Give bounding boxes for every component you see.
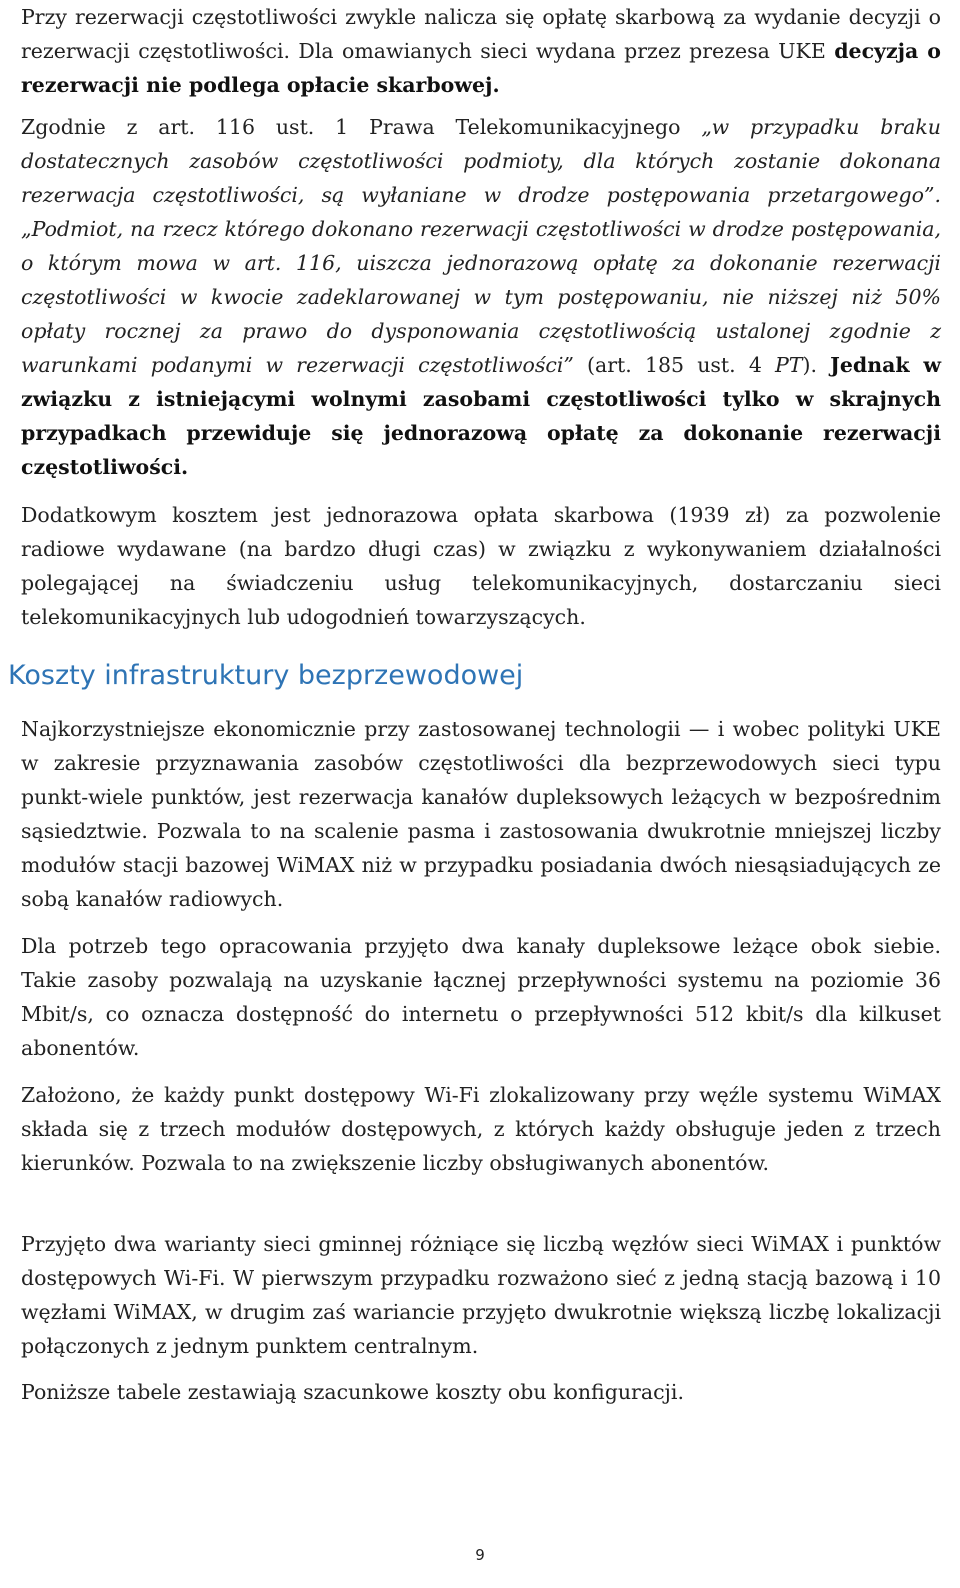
paragraph-telecom-law-pt: PT [775,353,803,377]
section-heading: Koszty infrastruktury bezprzewodowej [8,660,524,691]
paragraph-telecom-law-quote: „w przypadku braku dostatecznych zasobów częstotliwości podmioty, dla których zostanie dokonana rezerwacja częstotliwości, są wyłaniane w drodze postępowania przetargowego”. „Podmiot, na rzecz którego dokonano rezerwacji częstotliwości w drodze postępowania, o którym mowa w art. 116, uiszcza jednorazową opłatę za dokonanie rezerwacji częstotliwości w kwocie zadeklarowanej w tym postępowaniu, nie niższej niż 50% opłaty rocznej za prawo do dysponowania częstotliwością ustalonej zgodnie z warunkami podanymi w rezerwacji częstotliwości” [21,115,941,377]
paragraph-duplex-channels: Dla potrzeb tego opracowania przyjęto dwa kanały dupleksowe leżące obok siebie. Takie zasoby pozwalają na uzyskanie łącznej przepływności systemu na poziomie 36 Mbit/s, co oznacza dostępność do internetu o przepływności 512 kbit/s dla kilkuset abonentów. [21,934,941,1060]
paragraph-telecom-law-ref: (art. 185 ust. 4 [573,353,775,377]
paragraph-wifi-access-points: Założono, że każdy punkt dostępowy Wi-Fi zlokalizowany przy węźle systemu WiMAX składa się z trzech modułów dostępowych, z których każdy obsługuje jeden z trzech kierunków. Pozwala to na zwiększenie liczby obsługiwanych abonentów. [21,1083,941,1175]
paragraph-network-variants: Przyjęto dwa warianty sieci gminnej różniące się liczbą węzłów sieci WiMAX i punktów dostępowych Wi-Fi. W pierwszym przypadku rozważono sieć z jedną stacją bazową i 10 węzłami WiMAX, w drugim zaś wariancie przyjęto dwukrotnie większą liczbę lokalizacji połączonych z jednym punktem centralnym. [21,1232,941,1358]
paragraph-stamp-duty-bold: decyzja o rezerwacji nie podlega opłacie skarbowej. [21,39,941,97]
paragraph-telecom-law [21,110,941,484]
paragraph-economics: Najkorzystniejsze ekonomicznie przy zastosowanej technologii — i wobec polityki UKE w zakresie przyznawania zasobów częstotliwości dla bezprzewodowych sieci typu punkt-wiele punktów, jest rezerwacja kanałów dupleksowych leżących w bezpośrednim sąsiedztwie. Pozwala to na scalenie pasma i zastosowania dwukrotnie mniejszej liczby modułów stacji bazowej WiMAX niż w przypadku posiadania dwóch niesąsiadujących ze sobą kanałów radiowych. [21,717,941,911]
paragraph-stamp-duty-text: Przy rezerwacji częstotliwości zwykle nalicza się opłatę skarbową za wydanie decyzji o rezerwacji częstotliwości. Dla omawianych sieci wydana przez prezesa UKE [21,5,941,63]
paragraph-telecom-law-ref-end: ). [802,353,831,377]
paragraph-telecom-law-bold: Jednak w związku z istniejącymi wolnymi zasobami częstotliwości tylko w skrajnych przypadkach przewiduje się jednorazową opłatę za dokonanie rezerwacji częstotliwości. [21,353,941,479]
paragraph-additional-cost: Dodatkowym kosztem jest jednorazowa opłata skarbowa (1939 zł) za pozwolenie radiowe wydawane (na bardzo długi czas) w związku z wykonywaniem działalności polegającej na świadczeniu usług telekomunikacyjnych, dostarczaniu sieci telekomunikacyjnych lub udogodnień towarzyszących. [21,503,941,629]
paragraph-stamp-duty [21,0,941,102]
page-number: 9 [475,1546,485,1564]
paragraph-tables-intro: Poniższe tabele zestawiają szacunkowe koszty obu konfiguracji. [21,1380,684,1404]
paragraph-telecom-law-intro: Zgodnie z art. 116 ust. 1 Prawa Telekomunikacyjnego [21,115,702,139]
